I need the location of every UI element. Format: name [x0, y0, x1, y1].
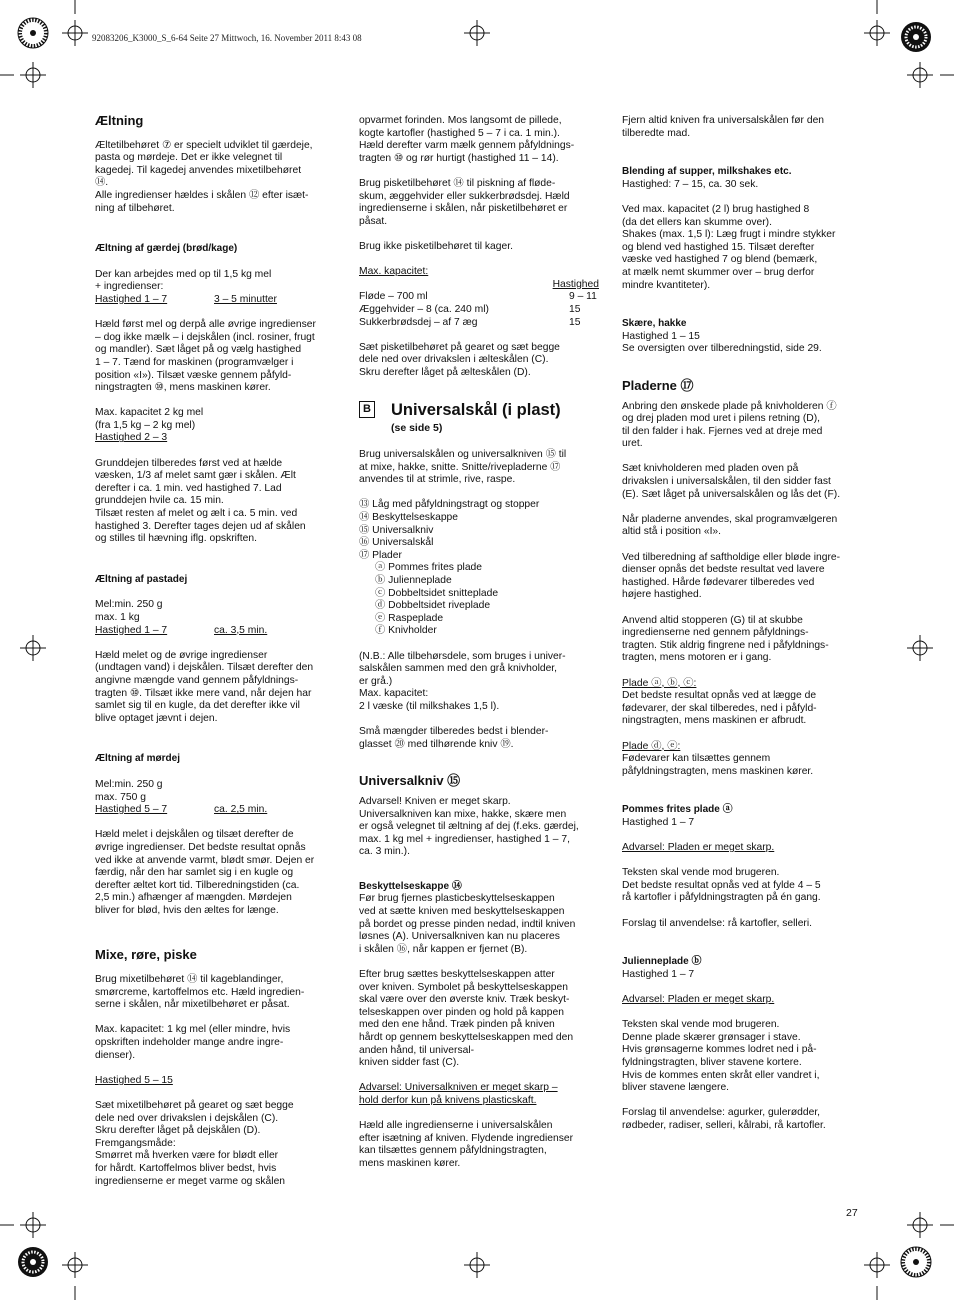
- paragraph: Ved tilberedning af saftholdige eller bløde ingre- dienser opnås det bedste resultat ved lavere hastighed. Hårde fødevarer tilberedes ved højere hastighed.: [622, 551, 841, 601]
- heading-pladerne: Pladerne ⑰: [622, 377, 694, 393]
- paragraph: Brug pisketilbehøret ⑭ til piskning af fløde- skum, æggehvider eller sukkerbrødsdej. Hæld ingredienserne i skålen, når pisketilbehøret er påsat.: [359, 177, 570, 227]
- paragraph: Hæld melet og de øvrige ingredienser (undtagen vand) i dejskålen. Tilsæt derefter den angivne mængde vand gennem påfyldnings- tragten ⑩. Tilsæt ikke mere vand, når dejen har samlet sig til en kugle, da det derefter ikke vil blive optaget jævnt i dejen.: [95, 649, 314, 724]
- paragraph: Anvend altid stopperen (G) til at skubbe ingredienserne ned gennem påfyldnings- tragten. Stik aldrig fingrene ned i påfyldnings- tragten, mens motoren er i gang.: [622, 614, 829, 664]
- speed-row: [95, 294, 335, 307]
- paragraph: Små mængder tilberedes bedst i blender- glasset ⑳ med tilhørende kniv ⑲.: [359, 726, 549, 750]
- warning: Advarsel: Pladen er meget skarp.: [622, 842, 775, 854]
- speed-row: [95, 804, 335, 817]
- table-row: Fløde – 700 ml 9 – 11: [359, 291, 597, 303]
- paragraph: Brug universalskålen og universalkniven ⑮ til at mixe, hakke, snitte. Snitte/rivepladerne ⑰ anvendes til at strimle, rive, raspe.: [359, 449, 567, 486]
- parts-list: [359, 499, 599, 638]
- paragraph: Hæld melet i dejskålen og tilsæt derefter de øvrige ingredienser. Det bedste resultat opnås ved ikke at anvende varmt, blødt smør. Dejen er færdig, når den har samlet sig i en kugle og derefter æltet kort tid. Tilberedningstiden (ca. 2,5 min.) afhænger af mængden. Mørdejen bliver for blød, hvis den æltes for længe.: [95, 829, 315, 916]
- table-row: Æggehvider – 8 (ca. 240 ml) 15: [359, 303, 581, 315]
- paragraph: Teksten skal vende mod brugeren. Det bedste resultat opnås ved at fylde 4 – 5 rå kartofler i påfyldningstragten på én gang.: [622, 867, 821, 904]
- paragraph: Max. kapacitet: 1 kg mel (eller mindre, hvis opskriften indeholder mange andre ingre- dienser).: [95, 1024, 291, 1061]
- paragraph: Sæt knivholderen med pladen oven på drivakslen i universalskålen, til den sidder fast (E). Sæt låget på universalskålen og lås det (F).: [622, 463, 841, 500]
- paragraph: Hæld først mel og derpå alle øvrige ingredienser – dog ikke mælk – i dejskålen (incl. rosiner, frugt og mandler). Sæt låget på og vælg hastighed 1 – 7. Tænd for maskinen (programvælger i position «I»). Tilsæt væske gennem påfyld- ningstragten ⑩, mens maskinen kører.: [95, 319, 316, 394]
- paragraph: Hastighed 1 – 7: [622, 968, 695, 980]
- plate-label: Plade ⓐ, ⓑ, ⓒ:: [622, 677, 697, 689]
- paragraph: Mel:min. 250 g max. 1 kg: [95, 599, 163, 623]
- paragraph: Æltetilbehøret ⑦ er specielt udviklet til gærdeje, pasta og mørdeje. Det er ikke velegnet til kagedej. Til kagedej anvendes mixetilbehøret ⑭. Alle ingredienser hældes i skålen ⑫ efter isæt- ning af tilbehøret.: [95, 139, 313, 214]
- list-item: ⓕ Knivholder: [375, 625, 437, 637]
- paragraph: Hæld alle ingredienserne i universalskålen efter isætning af kniven. Flydende ingredienser kan tilsættes gennem påfyldningstragten, mens maskinen kører.: [359, 1120, 574, 1169]
- paragraph: Anbring den ønskede plade på knivholderen ⓕ og drej pladen mod uret i pilens retning (D), til den falder i hak. Fjernes ved at dreje med uret.: [622, 400, 837, 450]
- capacity-head: Hastighed: [552, 278, 599, 290]
- list-item: ⓔ Raspeplade: [375, 612, 444, 624]
- speed-row: [95, 625, 335, 638]
- paragraph: Efter brug sættes beskyttelseskappen atter over kniven. Symbolet på beskyttelseskappen skal være over den øverste kniv. Træk beskyt- telseskappen over pinden og hold på kappen med den ene hånd. Træk pinden på kniven hårdt op gennem beskyttelseskappen med den anden hånd, til universal- kniven sidder fast (C).: [359, 969, 574, 1069]
- list-item: ⑭ Beskyttelseskappe: [359, 512, 459, 524]
- column-1: [95, 115, 335, 1201]
- heading-pasta: Æltning af pastadej: [95, 573, 188, 585]
- list-item: ⓑ Julienneplade: [375, 575, 452, 586]
- list-item: ⑯ Universalskål: [359, 537, 434, 549]
- list-item: ⓐ Pommes frites plade: [375, 562, 483, 574]
- paragraph: (N.B.: Alle tilbehørsdele, som bruges i univer- salskålen sammen med den grå knivholder, er grå.) Max. kapacitet: 2 l væske (til milkshakes 1,5 l).: [359, 650, 566, 712]
- column-2: [359, 115, 599, 1183]
- warning: Advarsel: Pladen er meget skarp.: [622, 994, 775, 1006]
- paragraph: Hastighed 1 – 15 Se oversigten over tilberedningstid, side 29.: [622, 330, 822, 355]
- list-item: ⑬ Låg med påfyldningstragt og stopper: [359, 499, 540, 511]
- paragraph: Brug mixetilbehøret ⑭ til kageblandinger, smørcreme, kartoffelmos etc. Hæld ingredien- serne i skålen, når mixetilbehøret er påsat.: [95, 974, 305, 1011]
- heading-gaerdej: Æltning af gærdej (brød/kage): [95, 243, 238, 255]
- list-item: ⑮ Universalkniv: [359, 524, 434, 536]
- list-item: ⓓ Dobbeltsidet riveplade: [375, 600, 491, 612]
- capacity-table: [359, 279, 599, 329]
- time-label: ca. 3,5 min.: [214, 624, 268, 636]
- heading-beskyttelseskappe: Beskyttelseskappe ⑭: [359, 880, 462, 892]
- paragraph: Forslag til anvendelse: rå kartofler, selleri.: [622, 917, 813, 929]
- plate-label: Plade ⓓ, ⓔ:: [622, 740, 681, 752]
- section-title: Universalskål (i plast): [391, 401, 561, 420]
- paragraph: Fødevarer kan tilsættes gennem påfyldningstragten, mens maskinen kører.: [622, 753, 814, 777]
- paragraph: Fjern altid kniven fra universalskålen før den tilberedte mad.: [622, 115, 825, 139]
- heading-universalkniv: Universalkniv ⑮: [359, 773, 461, 789]
- list-item: ⓒ Dobbeltsidet snitteplade: [375, 587, 499, 599]
- paragraph: Forslag til anvendelse: agurker, gulerødder, rødbeder, radiser, selleri, kålrabi, rå kartofler.: [622, 1107, 826, 1131]
- paragraph: Grunddejen tilberedes først ved at hælde væsken, 1/3 af melet samt gær i skålen. Ælt derefter i ca. 1 min. ved hastighed 7. Lad grunddejen hvile ca. 15 min. Tilsæt resten af melet og ælt i ca. 5 min. ved hastighed 3. Derefter tages dejen ud af skålen og stilles til hævning iflg. opskriften.: [95, 457, 306, 545]
- capacity-label: Max. kapacitet:: [359, 266, 429, 278]
- heading-skaere: Skære, hakke: [622, 318, 687, 330]
- paragraph: Når pladerne anvendes, skal programvælgeren altid stå i position «I».: [622, 513, 838, 538]
- section-letter-box: B: [359, 401, 375, 418]
- paragraph: Sæt mixetilbehøret på gearet og sæt begge dele ned over drivakslen i dejskålen (C). Skru derefter låget på dejskålen (D). Fremgangsmåde: Smørret må hverken være for blødt eller for hårdt. Kartoffelmos bliver bedst, hvis ingredienserne er meget varme og skålen: [95, 1100, 294, 1187]
- paragraph: Hastighed: 7 – 15, ca. 30 sek.: [622, 178, 759, 190]
- paragraph: Det bedste resultat opnås ved at lægge de fødevarer, der skal tilberedes, ned i påfyld- ningstragten, mens maskinen er afbrudt.: [622, 690, 817, 727]
- paragraph: Mel:min. 250 g max. 750 g: [95, 778, 163, 803]
- list-item: ⑰ Plader: [359, 549, 402, 561]
- heading-julienne: Julienneplade ⓑ: [622, 956, 702, 968]
- speed-label: Hastighed 2 – 3: [95, 432, 168, 444]
- page-number: 27: [846, 1207, 858, 1219]
- section-subtitle: (se side 5): [391, 422, 443, 435]
- time-label: 3 – 5 minutter: [214, 293, 277, 305]
- paragraph: Brug ikke pisketilbehøret til kager.: [359, 240, 513, 252]
- column-3: [622, 115, 862, 1145]
- paragraph: Før brug fjernes plasticbeskyttelseskappen ved at sætte kniven med beskyttelseskappen på bordet og presse pinden nedad, indtil kniven løsnes (A). Universalkniven kan nu placeres i skålen ⑯, når kappen er fjernet (B).: [359, 893, 576, 955]
- paragraph: Teksten skal vende mod brugeren. Denne plade skærer grønsager i stave. Hvis grønsagerne kommes lodret ned i på- fyldningstragten, bliver stavene kortere. Hvis de kommes enten skråt eller vandret i, bliver stavene længere.: [622, 1019, 820, 1094]
- paragraph: Ved max. kapacitet (2 l) brug hastighed 8 (da det ellers kan skumme over). Shakes (max. 1,5 l): Læg frugt i mindre stykker og blend ved hastighed 15. Tilsæt derefter væske ved hastighed 7 og blend (bemærk, at mælk nemt skummer over – brug derfor mindre kvantiteter).: [622, 203, 836, 291]
- section-b-heading: [359, 401, 599, 435]
- paragraph: Max. kapacitet 2 kg mel (fra 1,5 kg – 2 kg mel): [95, 407, 204, 431]
- table-row: Sukkerbrødsdej – af 7 æg 15: [359, 316, 581, 328]
- paragraph: Hastighed 1 – 7: [622, 816, 695, 828]
- paragraph: Advarsel! Kniven er meget skarp. Universalkniven kan mixe, hakke, skære men er også velegnet til æltning af dej (f.eks. gærdej, max. 1 kg mel + ingredienser, hastighed 1 – 7, ca. 3 min.).: [359, 795, 579, 858]
- warning: Advarsel: Universalkniven er meget skarp – hold derfor kun på knivens plasticskaft.: [359, 1082, 558, 1106]
- speed-label: Hastighed 1 – 7: [95, 293, 168, 305]
- heading-mixe: Mixe, røre, piske: [95, 947, 197, 963]
- heading-pommes: Pommes frites plade ⓐ: [622, 804, 733, 816]
- heading-aeltning: Æltning: [95, 113, 144, 128]
- heading-mordej: Æltning af mørdej: [95, 753, 180, 765]
- paragraph: opvarmet forinden. Mos langsomt de pillede, kogte kartofler (hastighed 5 – 7 i ca. 1 min.). Hæld derefter varm mælk gennem påfyldnings- tragten ⑩ og rør hurtigt (hastighed 11 – 14).: [359, 115, 575, 164]
- speed-label: Hastighed 5 – 7: [95, 804, 168, 816]
- speed-label: Hastighed 1 – 7: [95, 624, 168, 636]
- print-header: 92083206_K3000_S_6-64 Seite 27 Mittwoch, 16. November 2011 8:43 08: [92, 33, 362, 43]
- paragraph: Der kan arbejdes med op til 1,5 kg mel + ingredienser:: [95, 268, 272, 293]
- heading-blending: Blending af supper, milkshakes etc.: [622, 166, 792, 178]
- time-label: ca. 2,5 min.: [214, 804, 268, 816]
- speed-label: Hastighed 5 – 15: [95, 1074, 173, 1086]
- paragraph: Sæt pisketilbehøret på gearet og sæt begge dele ned over drivakslen i ælteskålen (C). Skru derefter låget på ælteskålen (D).: [359, 341, 560, 378]
